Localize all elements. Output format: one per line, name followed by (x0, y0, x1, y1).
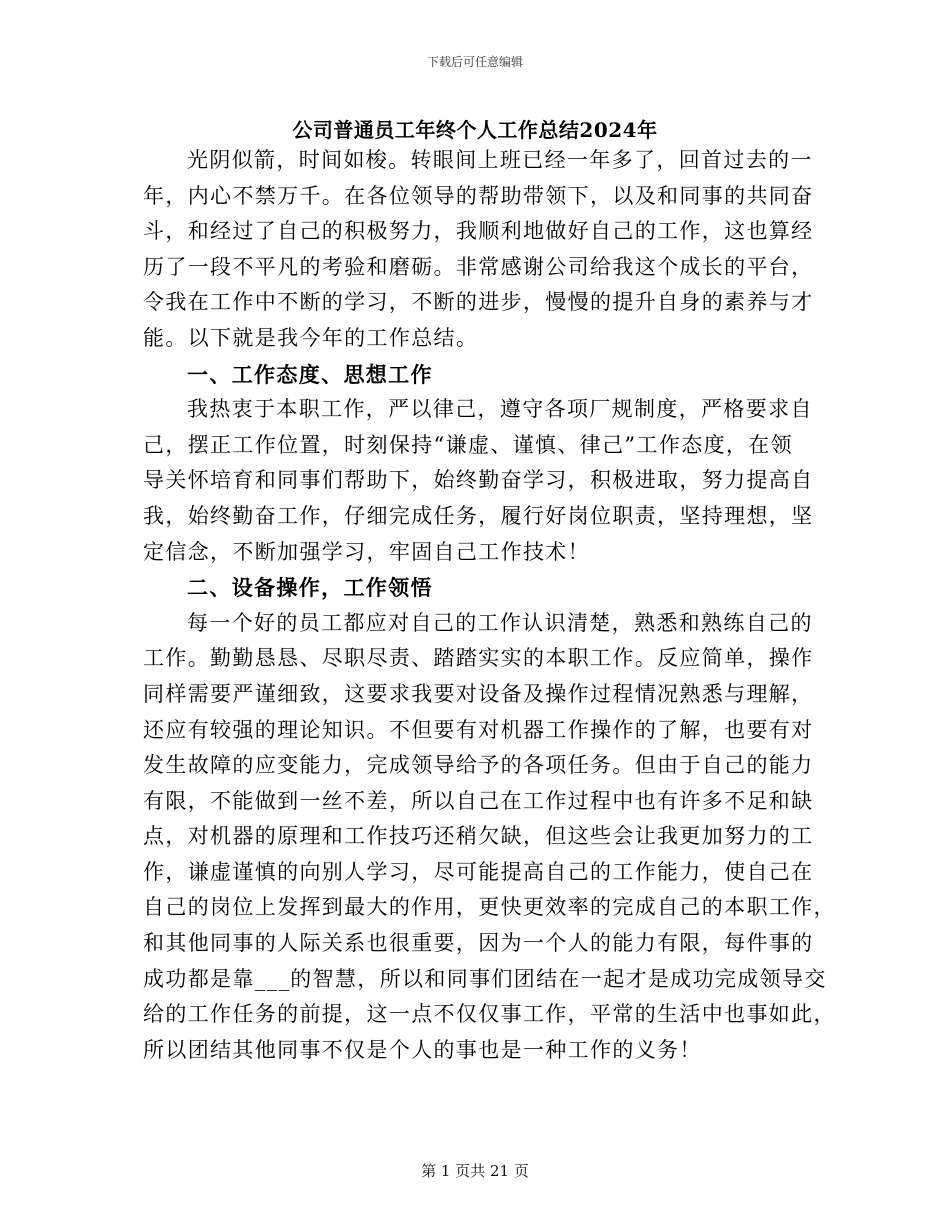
header-note: 下载后可任意编辑 (426, 55, 523, 69)
paragraph-line: 成功都是靠___的智慧，所以和同事们团结在一起才是成功完成领导交 (143, 966, 827, 991)
paragraph-line: 我热衷于本职工作，严以律己，遵守各项厂规制度，严格要求自 (187, 397, 813, 422)
paragraph-line: 自己的岗位上发挥到最大的作用，更快更效率的完成自己的本职工作， (143, 895, 836, 920)
paragraph-line: 斗，和经过了自己的积极努力，我顺利地做好自己的工作，这也算经 (143, 219, 814, 244)
paragraph-line: 我，始终勤奋工作，仔细完成任务，履行好岗位职责，坚持理想，坚 (143, 503, 814, 528)
paragraph-line: 定信念，不断加强学习，牢固自己工作技术！ (143, 539, 590, 564)
paragraph-line: 年，内心不禁万千。在各位领导的帮助带领下，以及和同事的共同奋 (143, 183, 814, 208)
paragraph-line: 作，谦虚谨慎的向别人学习，尽可能提高自己的工作能力，使自己在 (143, 859, 814, 884)
paragraph-line: 导关怀培育和同事们帮助下，始终勤奋学习，积极进取，努力提高自 (143, 468, 814, 493)
paragraph-line: 给的工作任务的前提，这一点不仅仅事工作，平常的生活中也事如此， (143, 1002, 836, 1027)
paragraph-line: 点，对机器的原理和工作技巧还稍欠缺，但这些会让我更加努力的工 (143, 824, 814, 849)
document-body (143, 143, 836, 1068)
paragraph-line: 有限，不能做到一丝不差，所以自己在工作过程中也有许多不足和缺 (143, 788, 814, 813)
section-heading: 一、工作态度、思想工作 (187, 361, 433, 387)
paragraph-line: 和其他同事的人际关系也很重要，因为一个人的能力有限，每件事的 (143, 931, 814, 956)
paragraph-line: 己，摆正工作位置，时刻保持“谦虚、谨慎、律己”工作态度，在领 (143, 432, 793, 457)
page-indicator: 第 1 页共 21 页 (421, 1162, 529, 1180)
document-title: 公司普通员工年终个人工作总结2024年 (292, 118, 658, 142)
paragraph-line: 同样需要严谨细致，这要求我要对设备及操作过程情况熟悉与理解， (143, 681, 814, 706)
paragraph-line: 所以团结其他同事不仅是个人的事也是一种工作的义务！ (143, 1037, 702, 1062)
paragraph-line: 每一个好的员工都应对自己的工作认识清楚，熟悉和熟练自己的 (187, 610, 813, 635)
paragraph-line: 发生故障的应变能力，完成领导给予的各项任务。但由于自己的能力 (143, 753, 814, 778)
paragraph-line: 能。以下就是我今年的工作总结。 (143, 325, 479, 350)
paragraph-line: 光阴似箭，时间如梭。转眼间上班已经一年多了，回首过去的一 (187, 148, 813, 172)
section-heading: 二、设备操作，工作领悟 (187, 575, 433, 601)
paragraph-line: 历了一段不平凡的考验和磨砺。非常感谢公司给我这个成长的平台， (143, 254, 814, 279)
paragraph-line: 还应有较强的理论知识。不但要有对机器工作操作的了解，也要有对 (143, 717, 814, 742)
paragraph-line: 令我在工作中不断的学习，不断的进步，慢慢的提升自身的素养与才 (143, 290, 814, 315)
paragraph-line: 工作。勤勤恳恳、尽职尽责、踏踏实实的本职工作。反应简单，操作 (143, 646, 814, 671)
